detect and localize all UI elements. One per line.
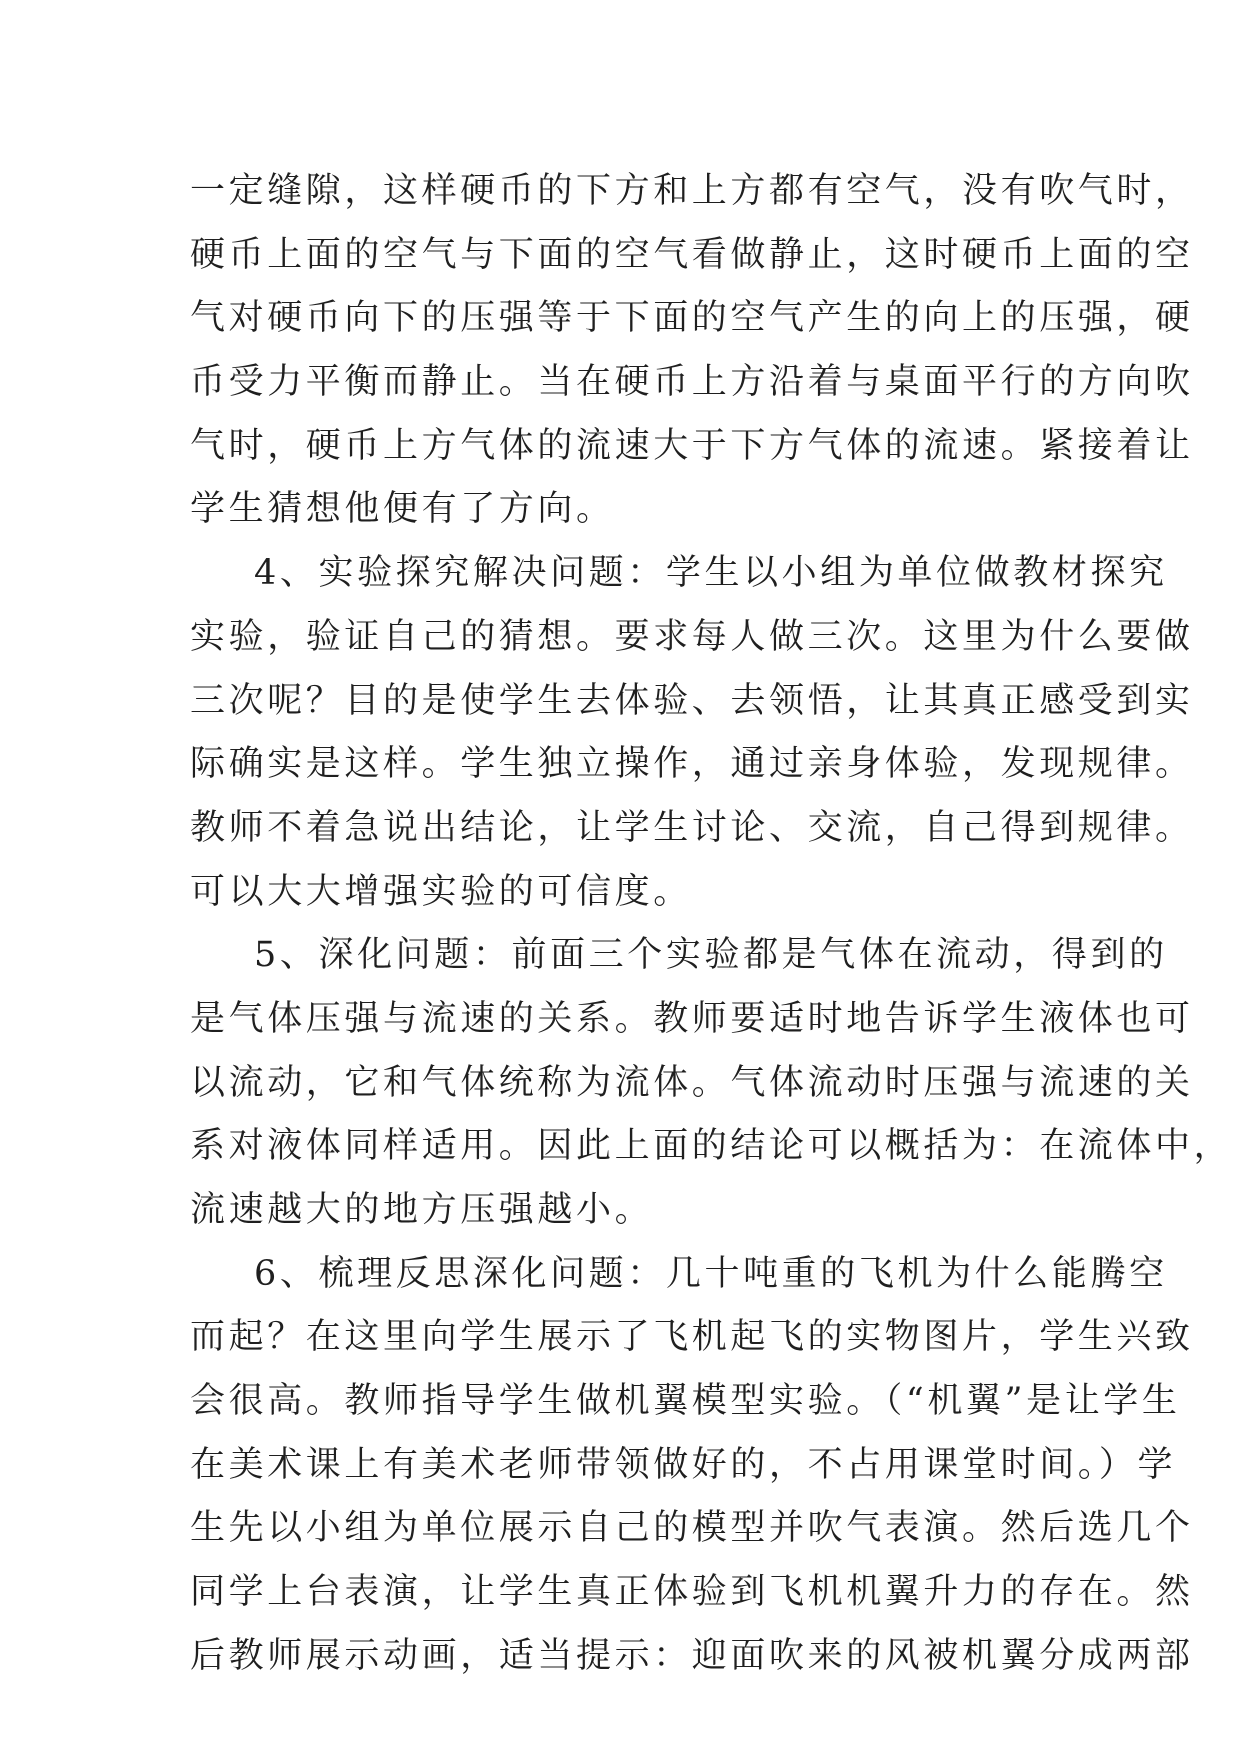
text-line: 流速越大的地方压强越小。: [190, 1190, 654, 1230]
text-line: 硬币上面的空气与下面的空气看做静止，这时硬币上面的空: [190, 234, 1194, 275]
text-line: 在美术课上有美术老师带领做好的，不占用课堂时间。）学: [190, 1444, 1177, 1485]
text-line: 同学上台表演，让学生真正体验到飞机机翼升力的存在。然: [190, 1572, 1194, 1613]
body-text: [190, 160, 1233, 1689]
text-line: 生先以小组为单位展示自己的模型并吹气表演。然后选几个: [190, 1508, 1194, 1549]
paragraph-6-first-line: 6、梳理反思深化问题：几十吨重的飞机为什么能腾空: [254, 1253, 1168, 1294]
text-line: 是气体压强与流速的关系。教师要适时地告诉学生液体也可: [190, 998, 1194, 1039]
text-line: 教师不着急说出结论，让学生讨论、交流，自己得到规律。: [190, 807, 1194, 848]
text-line: 气对硬币向下的压强等于下面的空气产生的向上的压强，硬: [190, 298, 1194, 339]
text-line: 而起？在这里向学生展示了飞机起飞的实物图片，学生兴致: [190, 1317, 1194, 1358]
text-line: 币受力平衡而静止。当在硬币上方沿着与桌面平行的方向吹: [190, 362, 1194, 403]
text-line: 实验，验证自己的猜想。要求每人做三次。这里为什么要做: [190, 616, 1194, 657]
text-line: 会很高。教师指导学生做机翼模型实验。（“机翼”是让学生: [190, 1381, 1181, 1422]
text-line: 学生猜想他便有了方向。: [190, 489, 615, 530]
paragraph-5-first-line: 5、深化问题：前面三个实验都是气体在流动，得到的: [254, 935, 1168, 976]
text-line: 可以大大增强实验的可信度。: [190, 871, 692, 912]
paragraph-4-first-line: 4、实验探究解决问题：学生以小组为单位做教材探究: [254, 553, 1168, 594]
text-line: 一定缝隙，这样硬币的下方和上方都有空气，没有吹气时，: [190, 171, 1194, 211]
text-line: 气时，硬币上方气体的流速大于下方气体的流速。紧接着让: [190, 425, 1194, 466]
text-line: 以流动，它和气体统称为流体。气体流动时压强与流速的关: [190, 1062, 1194, 1103]
text-line: 后教师展示动画，适当提示：迎面吹来的风被机翼分成两部: [190, 1635, 1194, 1676]
text-line: 三次呢？目的是使学生去体验、去领悟，让其真正感受到实: [190, 680, 1194, 721]
text-line: 系对液体同样适用。因此上面的结论可以概括为：在流体中，: [190, 1126, 1233, 1167]
text-line: 际确实是这样。学生独立操作，通过亲身体验，发现规律。: [190, 744, 1194, 785]
